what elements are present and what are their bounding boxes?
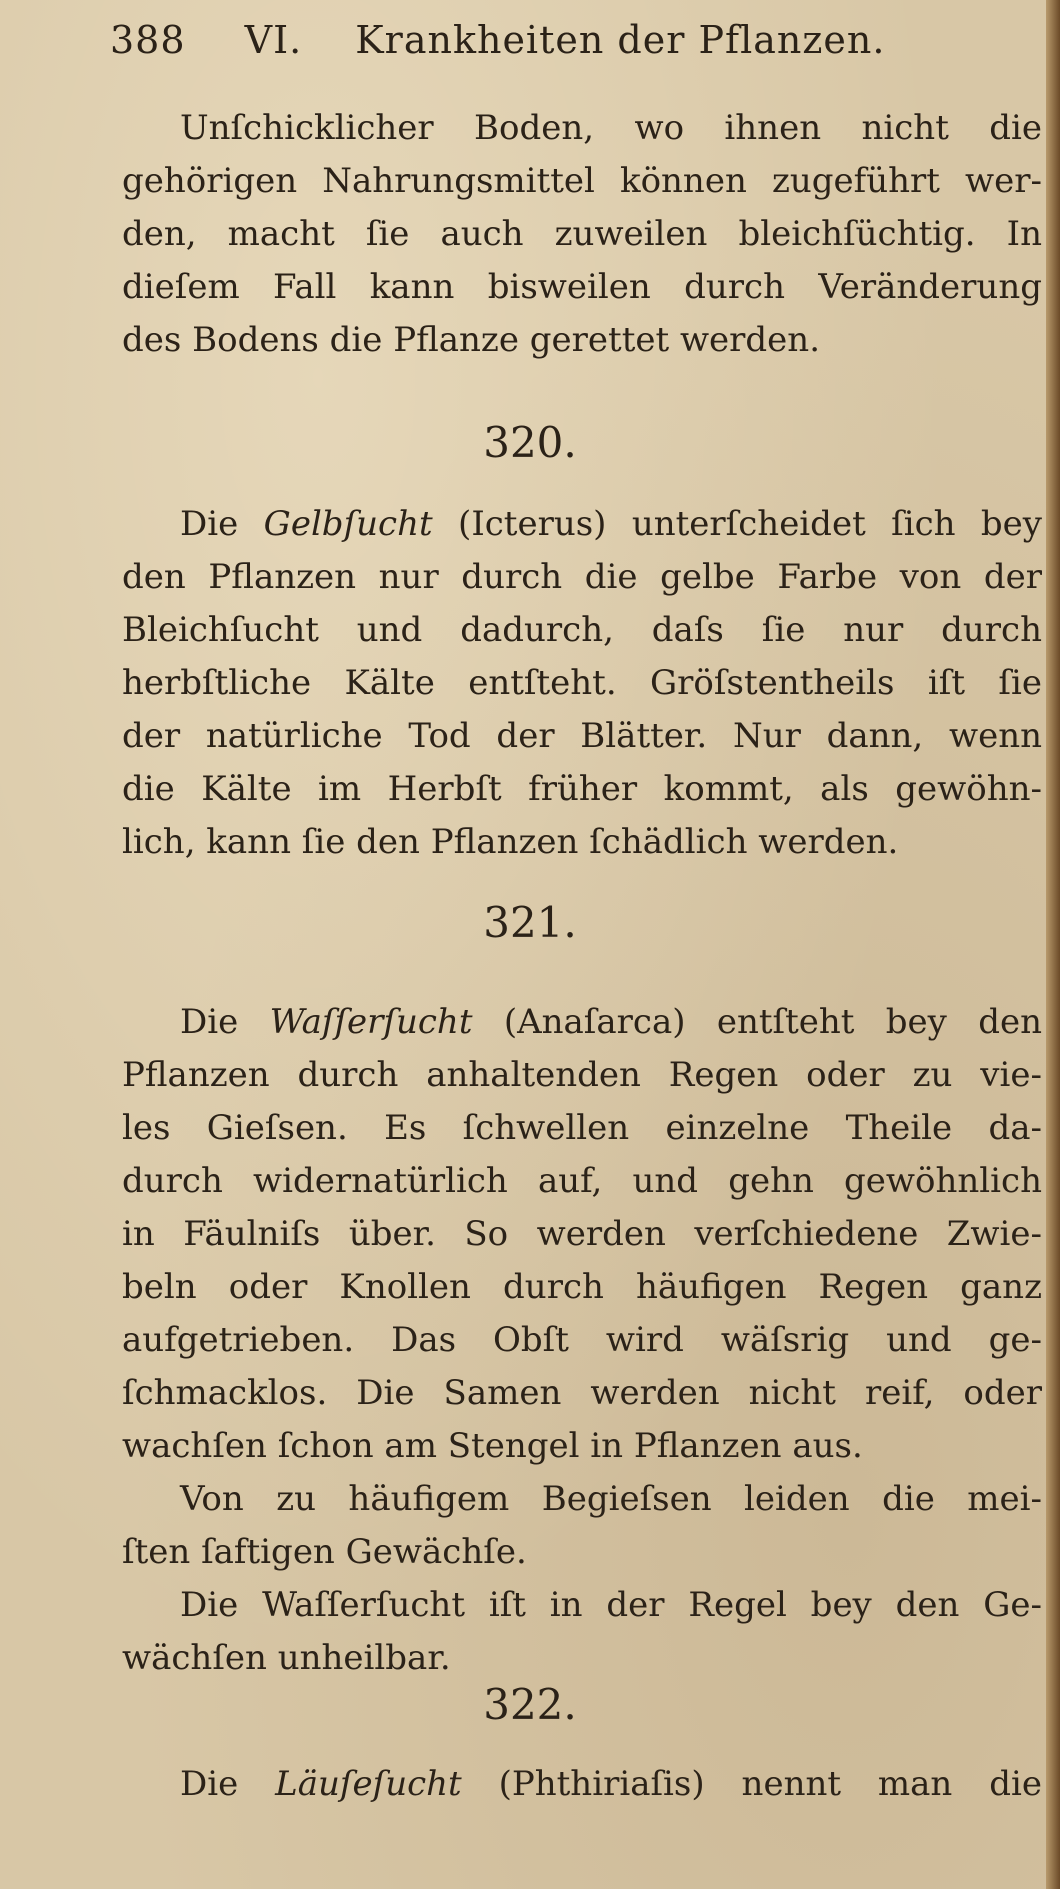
text-line: Die Läuſeſucht (Phthiriaſis) nennt man die <box>180 1764 1042 1804</box>
chapter-number: VI. <box>244 18 303 62</box>
text-line: les Gieſsen. Es ſchwellen einzelne Theile da- <box>122 1108 1042 1148</box>
text-line: gehörigen Nahrungsmittel können zugeführt wer- <box>122 161 1042 201</box>
text-line: Die Waſſerſucht (Anaſarca) entſteht bey den <box>180 1002 1042 1042</box>
page-number: 388 <box>110 18 186 62</box>
text-line: wachſen ſchon am Stengel in Pflanzen aus. <box>122 1426 863 1466</box>
text-line: Von zu häufigem Begieſsen leiden die mei- <box>180 1479 1042 1519</box>
section-322-paragraph <box>122 1758 1042 1811</box>
term-wassersucht: Waſſerſucht <box>269 1002 473 1042</box>
section-number-322: 322. <box>483 1680 577 1729</box>
text-line: dieſem Fall kann bisweilen durch Veränderung <box>122 267 1042 307</box>
text-line: herbſtliche Kälte entſteht. Gröſstentheils iſt ſie <box>122 663 1042 703</box>
text-line: beln oder Knollen durch häufigen Regen ganz <box>122 1267 1042 1307</box>
text-line: die Kälte im Herbſt früher kommt, als gewöhn- <box>122 769 1042 809</box>
text-line: ſchmacklos. Die Samen werden nicht reif, oder <box>122 1373 1042 1413</box>
section-321-paragraph <box>122 996 1042 1685</box>
chapter-title: Krankheiten der Pflanzen. <box>355 18 886 62</box>
section-320-paragraph <box>122 498 1042 869</box>
text-line: den Pflanzen nur durch die gelbe Farbe von der <box>122 557 1042 597</box>
text-line: Die Waſſerſucht iſt in der Regel bey den Ge- <box>180 1585 1042 1625</box>
text-line: Bleichſucht und dadurch, daſs ſie nur durch <box>122 610 1042 650</box>
section-number-321: 321. <box>483 898 577 947</box>
running-header <box>110 18 1000 78</box>
text-line: ſten ſaftigen Gewächſe. <box>122 1532 527 1572</box>
text-line: den, macht ſie auch zuweilen bleichſüchtig. In <box>122 214 1042 254</box>
term-laeusesucht: Läuſeſucht <box>275 1764 462 1804</box>
text-line: in Fäulniſs über. So werden verſchiedene Zwie- <box>122 1214 1042 1254</box>
text-line: Unſchicklicher Boden, wo ihnen nicht die <box>180 108 1042 148</box>
text-line: durch widernatürlich auf, und gehn gewöhnlich <box>122 1161 1042 1201</box>
text-line: aufgetrieben. Das Obſt wird wäſsrig und ge- <box>122 1320 1042 1360</box>
section-number-320: 320. <box>483 418 577 467</box>
term-gelbsucht: Gelbſucht <box>263 504 433 544</box>
text-line: Die Gelbſucht (Icterus) unterſcheidet ſich bey <box>180 504 1043 544</box>
text-line: wächſen unheilbar. <box>122 1638 451 1678</box>
text-line: Pflanzen durch anhaltenden Regen oder zu vie- <box>122 1055 1042 1095</box>
text-line: der natürliche Tod der Blätter. Nur dann, wenn <box>122 716 1042 756</box>
text-line: des Bodens die Pflanze gerettet werden. <box>122 320 821 360</box>
intro-paragraph <box>122 102 1042 367</box>
text-line: lich, kann ſie den Pflanzen ſchädlich werden. <box>122 822 899 862</box>
